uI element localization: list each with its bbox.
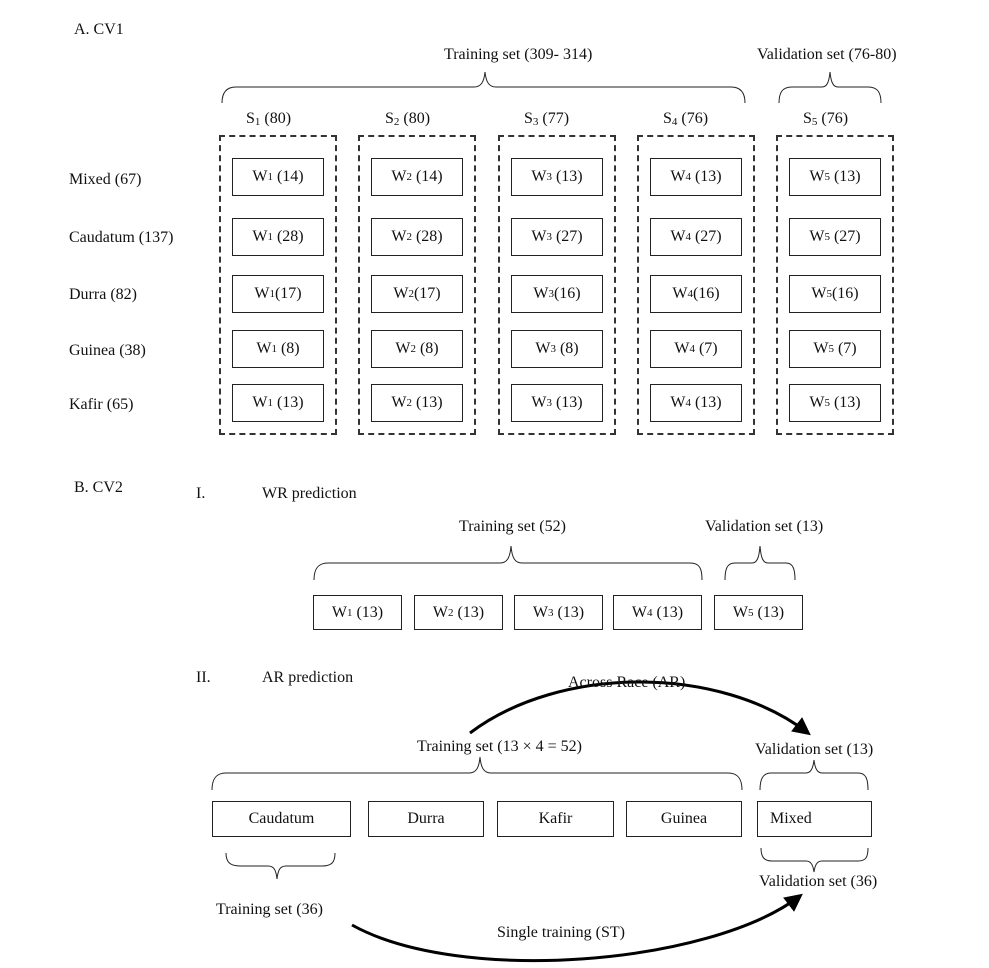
race-box-kafir: Kafir bbox=[497, 801, 614, 837]
subset-header: $S_1$ (80) bbox=[246, 110, 292, 128]
fold-cell: W 2 (13) bbox=[371, 384, 463, 422]
fold-cell: W 2 (8) bbox=[371, 330, 463, 368]
wr-validation-brace bbox=[725, 546, 795, 580]
ar-validation-bottom-brace bbox=[761, 848, 868, 872]
race-box-mixed: Mixed bbox=[757, 801, 872, 837]
fold-cell: W 5 (16) bbox=[789, 275, 881, 313]
fold-cell: W 4 (16) bbox=[650, 275, 742, 313]
subset-header: $S_4$ (76) bbox=[663, 110, 709, 128]
cv1-validation-label: Validation set (76-80) bbox=[757, 46, 897, 63]
ar-validation-top-brace bbox=[760, 760, 868, 790]
subset-header: $S_5$ (76) bbox=[803, 110, 849, 128]
fold-cell: W 3 (27) bbox=[511, 218, 603, 256]
fold-cell: W 5 (7) bbox=[789, 330, 881, 368]
subset-header: $S_2$ (80) bbox=[385, 110, 431, 128]
cv2-heading: B. CV2 bbox=[74, 479, 123, 496]
race-label: Mixed (67) bbox=[69, 171, 142, 188]
fold-cell: W 1 (8) bbox=[232, 330, 324, 368]
ar-training-label: Training set (13 × 4 = 52) bbox=[417, 738, 583, 755]
fold-cell: W 1 (13) bbox=[232, 384, 324, 422]
fold-cell: W 2 (14) bbox=[371, 158, 463, 196]
wr-fold-box: W 5 (13) bbox=[714, 595, 803, 630]
fold-cell: W 3 (8) bbox=[511, 330, 603, 368]
race-label: Kafir (65) bbox=[69, 396, 134, 413]
ar-title: AR prediction bbox=[262, 669, 354, 686]
race-box-caudatum: Caudatum bbox=[212, 801, 351, 837]
wr-fold-box: W 3 (13) bbox=[514, 595, 603, 630]
cv1-heading: A. CV1 bbox=[74, 21, 124, 38]
fold-cell: W 4 (27) bbox=[650, 218, 742, 256]
single-training-label: Single training (ST) bbox=[497, 924, 625, 941]
fold-cell: W 3 (13) bbox=[511, 158, 603, 196]
wr-validation-label: Validation set (13) bbox=[705, 518, 824, 535]
subset-header: $S_3$ (77) bbox=[524, 110, 570, 128]
fold-cell: W 3 (13) bbox=[511, 384, 603, 422]
ar-validation-top-label: Validation set (13) bbox=[755, 741, 874, 758]
fold-cell: W 5 (13) bbox=[789, 158, 881, 196]
fold-cell: W 5 (27) bbox=[789, 218, 881, 256]
race-box-durra: Durra bbox=[368, 801, 484, 837]
fold-cell: W 1 (17) bbox=[232, 275, 324, 313]
wr-fold-box: W 1 (13) bbox=[313, 595, 402, 630]
fold-cell: W 2 (28) bbox=[371, 218, 463, 256]
ar-validation-bottom-label: Validation set (36) bbox=[759, 873, 878, 890]
cv1-validation-brace bbox=[779, 72, 881, 103]
wr-training-brace bbox=[314, 546, 702, 580]
wr-fold-box: W 4 (13) bbox=[613, 595, 702, 630]
fold-cell: W 3 (16) bbox=[511, 275, 603, 313]
wr-numeral: I. bbox=[196, 485, 206, 502]
race-label: Caudatum (137) bbox=[69, 229, 174, 246]
cv1-training-brace bbox=[222, 72, 745, 103]
fold-cell: W 4 (13) bbox=[650, 384, 742, 422]
cv1-training-label: Training set (309- 314) bbox=[444, 46, 593, 63]
ar-numeral: II. bbox=[196, 669, 211, 686]
race-label: Durra (82) bbox=[69, 286, 137, 303]
fold-cell: W 2 (17) bbox=[371, 275, 463, 313]
wr-title: WR prediction bbox=[262, 485, 357, 502]
fold-cell: W 1 (14) bbox=[232, 158, 324, 196]
fold-cell: W 5 (13) bbox=[789, 384, 881, 422]
fold-cell: W 4 (7) bbox=[650, 330, 742, 368]
race-label: Guinea (38) bbox=[69, 342, 146, 359]
ar-training-brace bbox=[212, 757, 742, 790]
fold-cell: W 4 (13) bbox=[650, 158, 742, 196]
across-race-label: Across Race (AR) bbox=[568, 674, 686, 691]
race-box-guinea: Guinea bbox=[626, 801, 742, 837]
single-training-set-label: Training set (36) bbox=[216, 901, 323, 918]
fold-cell: W 1 (28) bbox=[232, 218, 324, 256]
wr-fold-box: W 2 (13) bbox=[414, 595, 503, 630]
ar-single-training-brace bbox=[226, 853, 335, 879]
wr-training-label: Training set (52) bbox=[459, 518, 566, 535]
